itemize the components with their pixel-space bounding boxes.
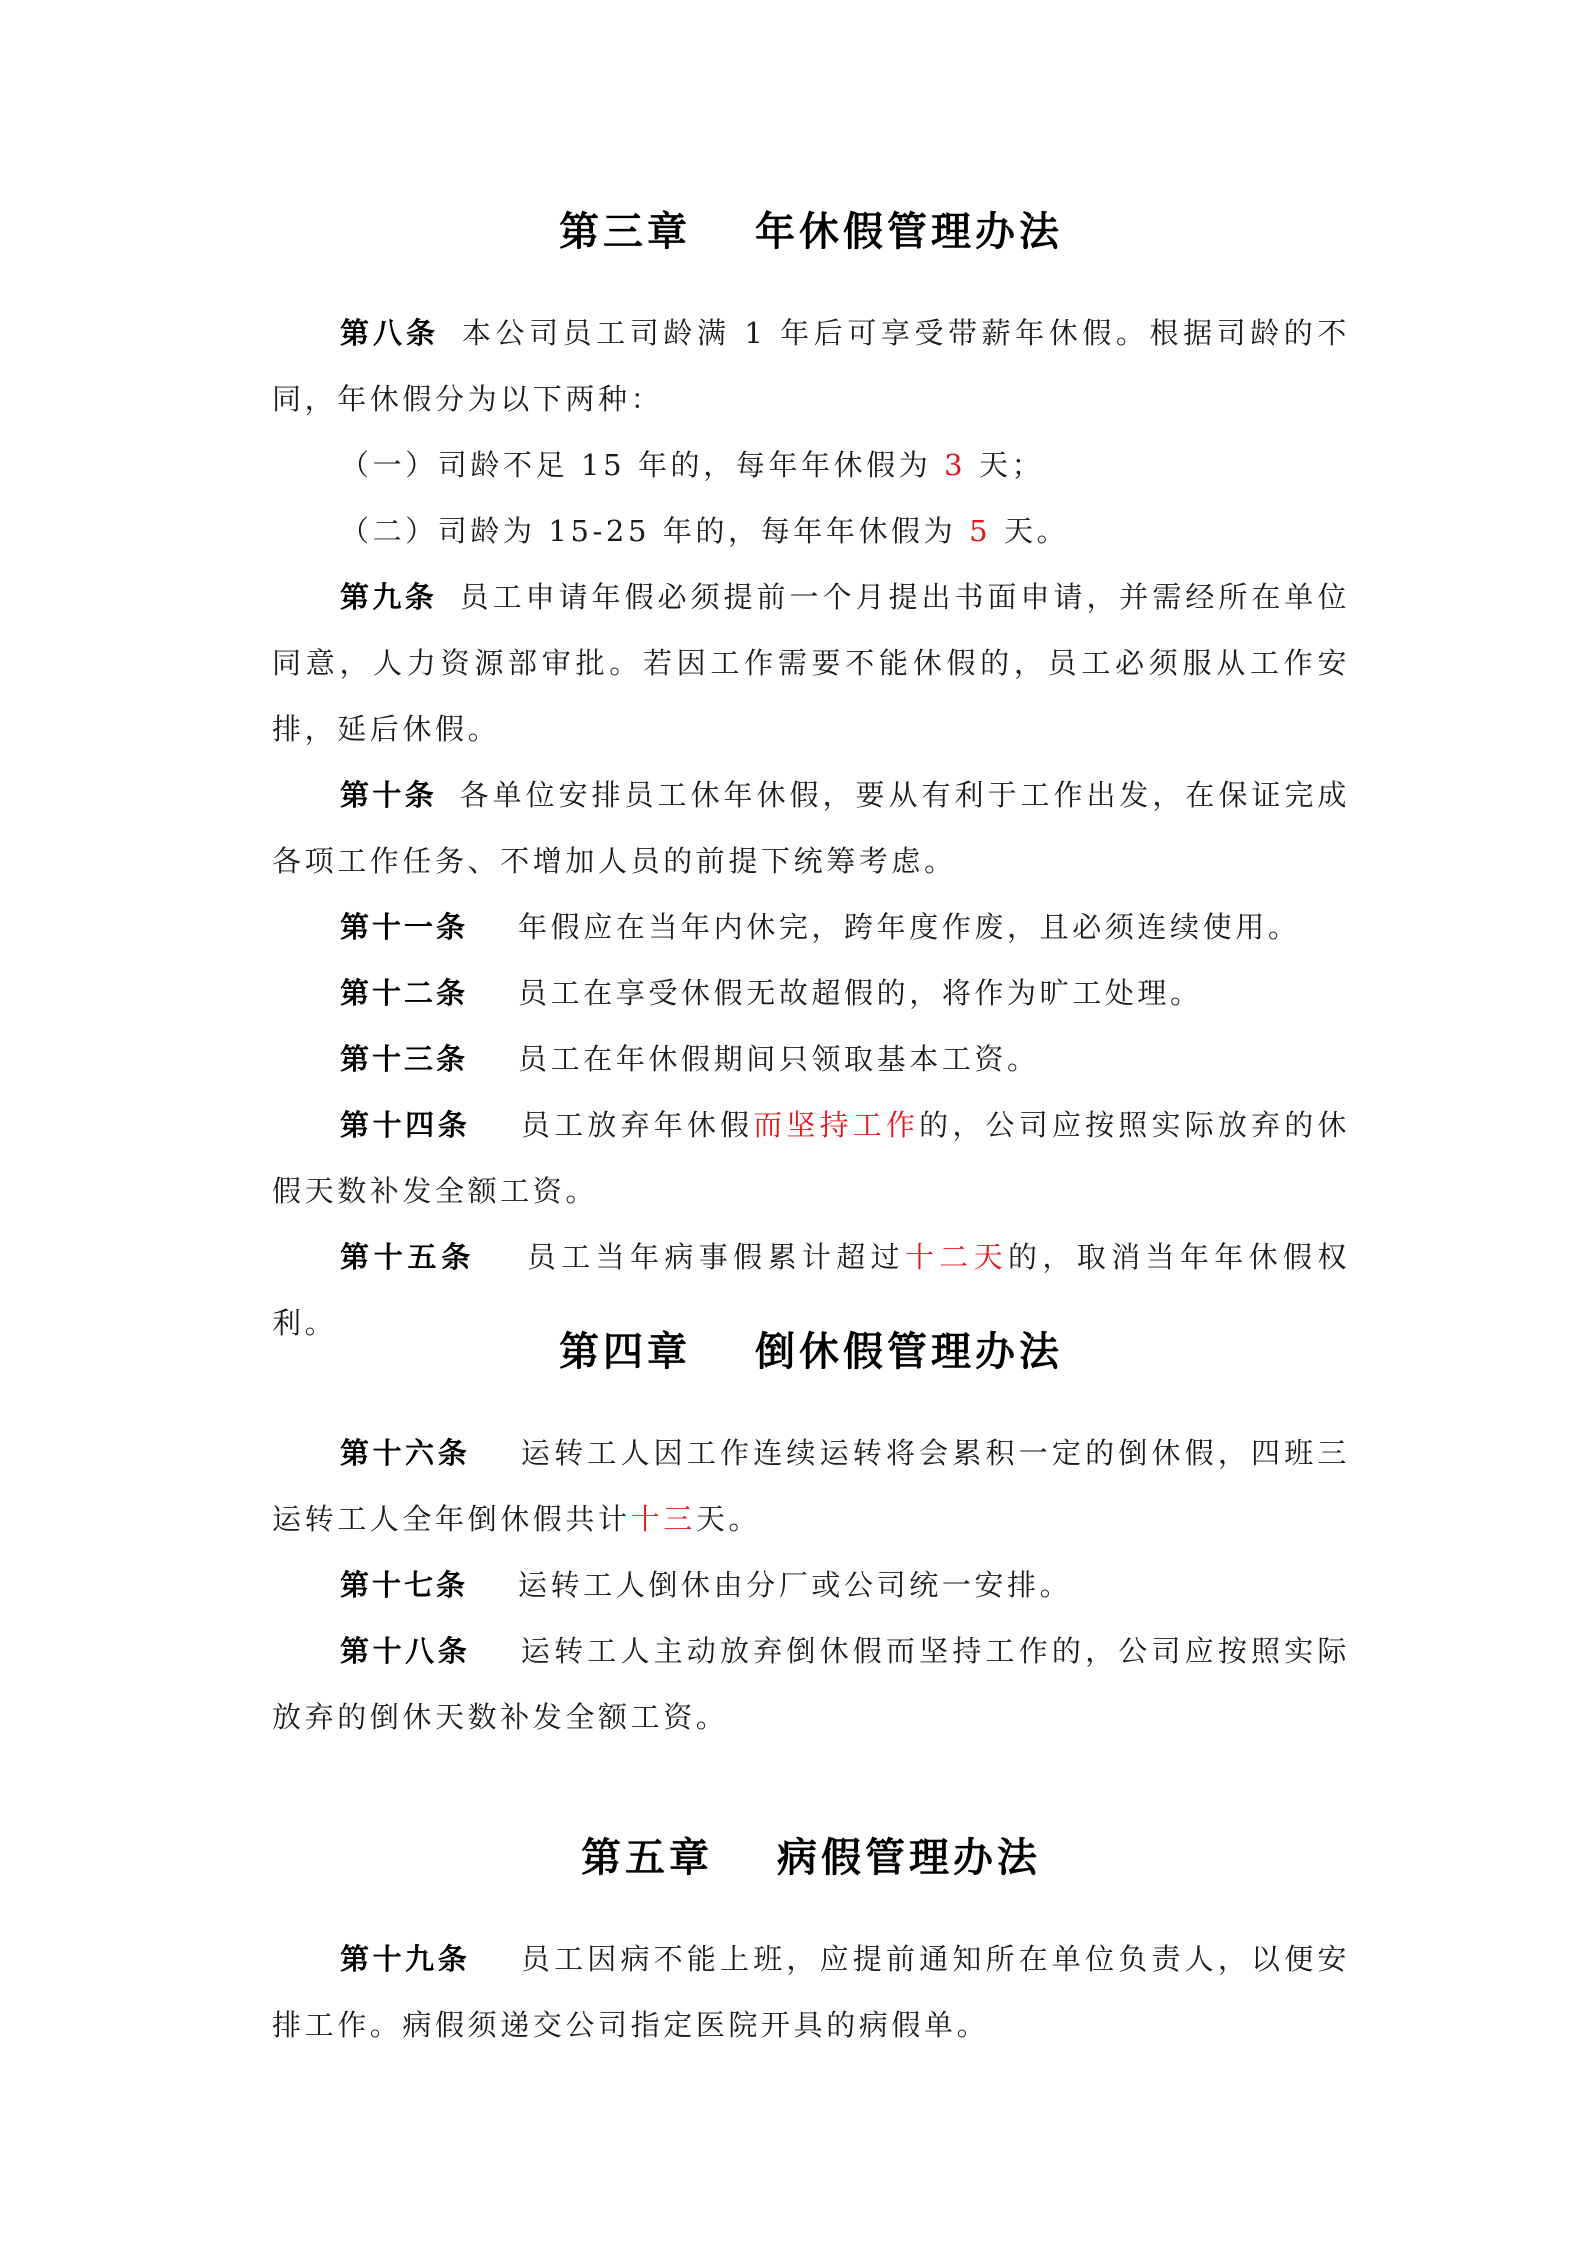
highlight-text: 十二天 (904, 1240, 1009, 1274)
article-text: 的，公司应按照实际放弃的休假天数补发全额工资。 (272, 1108, 1350, 1208)
article-text: 的，取消当年年休假权利。 (272, 1240, 1350, 1340)
article-13 (272, 1026, 1350, 1092)
article-text: 运转工人因工作连续运转将会累积一定的倒休假，四班三运转工人全年倒休假共计 (272, 1436, 1350, 1536)
highlight-text: 十三 (630, 1502, 696, 1536)
article-text: 运转工人倒休由分厂或公司统一安排。 (518, 1568, 1073, 1602)
article-text: 员工当年病事假累计超过 (525, 1240, 905, 1274)
article-label: 第十六条 (340, 1436, 471, 1470)
chapter-heading-4 (272, 1324, 1350, 1380)
article-text: 各单位安排员工休年休假，要从有利于工作出发，在保证完成各项工作任务、不增加人员的前提下统筹考虑。 (272, 778, 1350, 878)
article-text: 年假应在当年内休完，跨年度作废，且必须连续使用。 (518, 910, 1301, 944)
article-16 (272, 1420, 1350, 1552)
article-text: 员工在享受休假无故超假的，将作为旷工处理。 (518, 976, 1203, 1010)
item-text: （二）司龄为 15-25 年的，每年年休假为 (340, 514, 970, 548)
article-8-item-1 (340, 432, 1044, 498)
article-text: 天。 (695, 1502, 762, 1536)
article-text: 本公司员工司龄满 1 年后可享受带薪年休假。根据司龄的不同，年休假分为以下两种： (272, 316, 1350, 416)
item-text: 天； (966, 448, 1045, 482)
article-label: 第十四条 (340, 1108, 471, 1142)
article-17 (272, 1552, 1350, 1618)
chapter-heading-5 (272, 1830, 1350, 1886)
article-19 (272, 1926, 1350, 2058)
chapter-title: 病假管理办法 (777, 1835, 1041, 1881)
chapter-heading-3 (272, 204, 1350, 260)
article-label: 第十二条 (340, 976, 469, 1010)
article-12 (272, 960, 1350, 1026)
article-14 (272, 1092, 1350, 1224)
article-label: 第十五条 (340, 1240, 476, 1274)
article-label: 第十七条 (340, 1568, 469, 1602)
article-text: 员工申请年假必须提前一个月提出书面申请，并需经所在单位同意，人力资源部审批。若因工作需要不能休假的，员工必须服从工作安排，延后休假。 (272, 580, 1350, 746)
chapter-title: 倒休假管理办法 (755, 1329, 1063, 1375)
chapter-number: 第三章 (559, 209, 691, 255)
highlight-text: 而坚持工作 (753, 1108, 920, 1142)
article-label: 第十九条 (340, 1942, 471, 1976)
article-label: 第十一条 (340, 910, 469, 944)
article-label: 第十条 (340, 778, 438, 812)
article-text: 运转工人主动放弃倒休假而坚持工作的，公司应按照实际放弃的倒休天数补发全额工资。 (272, 1634, 1350, 1734)
article-label: 第八条 (340, 316, 439, 350)
article-11 (272, 894, 1350, 960)
highlight-value: 3 (944, 448, 967, 482)
article-text: 员工放弃年休假 (520, 1108, 754, 1142)
article-8 (272, 300, 1350, 432)
article-18 (272, 1618, 1350, 1750)
highlight-value: 5 (969, 514, 992, 548)
article-text: 员工因病不能上班，应提前通知所在单位负责人，以便安排工作。病假须递交公司指定医院开具的病假单。 (272, 1942, 1350, 2042)
article-label: 第十三条 (340, 1042, 469, 1076)
item-text: 天。 (991, 514, 1070, 548)
article-label: 第十八条 (340, 1634, 471, 1668)
chapter-number: 第四章 (559, 1329, 691, 1375)
article-text: 员工在年休假期间只领取基本工资。 (518, 1042, 1040, 1076)
article-10 (272, 762, 1350, 894)
item-text: （一）司龄不足 15 年的，每年年休假为 (340, 448, 945, 482)
article-8-item-2 (340, 498, 1069, 564)
article-9 (272, 564, 1350, 762)
chapter-title: 年休假管理办法 (755, 209, 1063, 255)
chapter-number: 第五章 (581, 1835, 713, 1881)
article-label: 第九条 (340, 580, 438, 614)
